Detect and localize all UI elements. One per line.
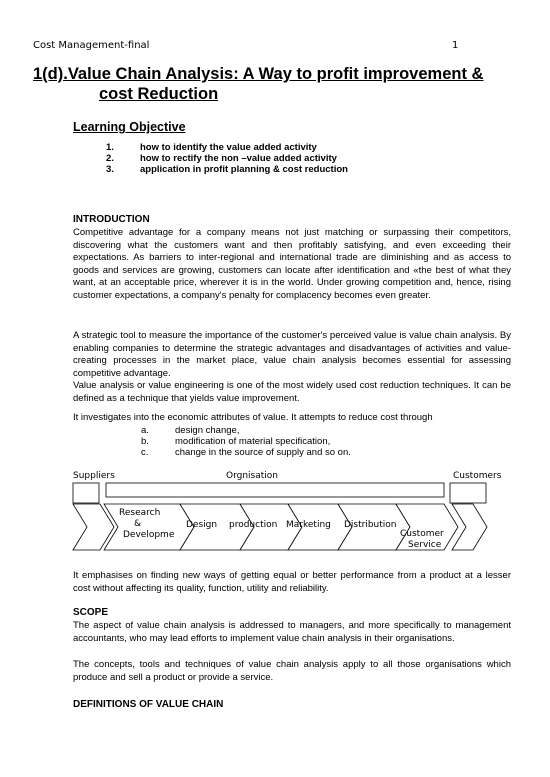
stage-production: production <box>229 520 278 530</box>
running-header: Cost Management-final <box>33 40 150 51</box>
cost-reduction-item-a: a. design change, <box>141 425 240 436</box>
stage-research-line3: Developme <box>123 530 175 540</box>
suppliers-label: Suppliers <box>73 471 115 481</box>
stage-marketing: Marketing <box>286 520 331 530</box>
intro-paragraph-2: A strategic tool to measure the importance of the customer's perceived value is value chain analysis. By enabling companies to determine the strategic advantages and disadvantages of activities and value-creating processes in the market place, value chain analysis becomes essential for assessing competitive advantage. <box>73 330 511 379</box>
learning-objective-heading: Learning Objective <box>73 120 186 134</box>
introduction-heading: INTRODUCTION <box>73 214 150 225</box>
stage-research-line1: Research <box>119 508 161 518</box>
stage-customer-service-line1: Customer <box>400 529 444 539</box>
value-chain-diagram <box>70 468 512 568</box>
title-line-1: 1(d).Value Chain Analysis: A Way to profit improvement & <box>33 65 484 83</box>
scope-paragraph-1: The aspect of value chain analysis is addressed to managers, and more specifically to management accountants, who may lead efforts to implement value chain analysis in their organisations. <box>73 620 511 644</box>
title-line-2: cost Reduction <box>99 85 219 103</box>
stage-customer-service-line2: Service <box>408 540 442 550</box>
intro-paragraph-3: Value analysis or value engineering is one of the most widely used cost reduction techniques. It can be defined as a technique that yields value improvement. <box>73 380 511 404</box>
objective-item-1: 1. how to identify the value added activity <box>106 142 317 153</box>
organisation-bar <box>106 483 444 497</box>
intro-paragraph-1: Competitive advantage for a company means not just matching or surpassing their competitors, discovering what the customers want and then profitably satisfying, and even exceeding their expectations. As barriers to inter-regional and international trade are diminishing and as access to goods and services are growing, customers can locate after identification and «the best of what they want, at an acceptable price, wherever it is in the world. Under growing competition and, hence, rising customer expectations, a company's penalty for complacency becomes even greater. <box>73 227 511 301</box>
intro-paragraph-4: It investigates into the economic attributes of value. It attempts to reduce cost through <box>73 412 433 423</box>
stage-distribution: Distribution <box>344 520 397 530</box>
customers-bar <box>450 483 486 503</box>
stage-research-line2: & <box>134 519 142 529</box>
cost-reduction-item-c: c. change in the source of supply and so on. <box>141 447 351 458</box>
scope-paragraph-2: The concepts, tools and techniques of value chain analysis apply to all those organisations which produce and sell a product or provide a service. <box>73 659 511 683</box>
customers-label: Customers <box>453 471 502 481</box>
page-title <box>33 64 523 104</box>
objective-item-3: 3. application in profit planning & cost reduction <box>106 164 348 175</box>
cost-reduction-item-b: b. modification of material specification, <box>141 436 331 447</box>
stage-design: Design <box>186 520 218 530</box>
definitions-heading: DEFINITIONS OF VALUE CHAIN <box>73 699 224 710</box>
suppliers-bar <box>73 483 99 503</box>
page-number: 1 <box>452 40 459 51</box>
objective-item-2: 2. how to rectify the non –value added activity <box>106 153 337 164</box>
scope-heading: SCOPE <box>73 607 109 618</box>
organisation-label: Orgnisation <box>226 471 278 481</box>
intro-paragraph-5: It emphasises on finding new ways of getting equal or better performance from a product at a lesser cost without affecting its quality, function, utility and reliability. <box>73 570 511 594</box>
